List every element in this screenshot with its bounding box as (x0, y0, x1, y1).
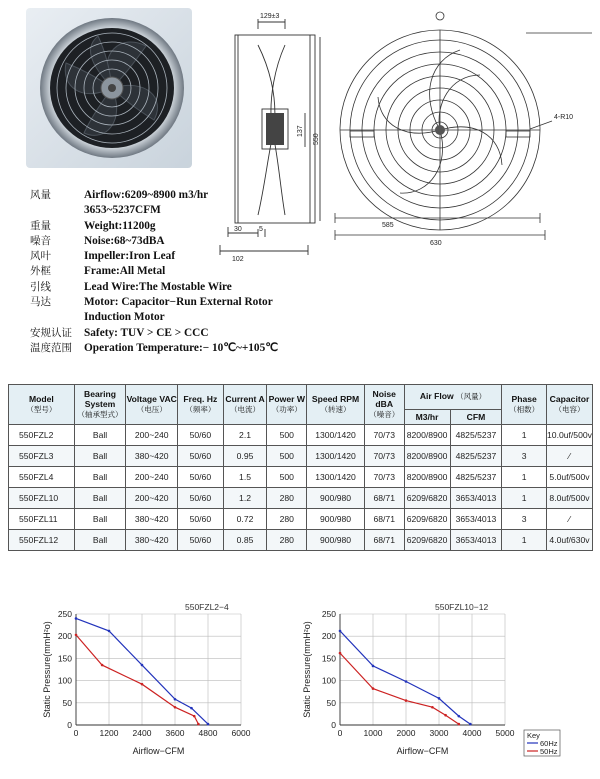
table-cell: 1300/1420 (307, 425, 365, 446)
table-cell: 380~420 (126, 509, 178, 530)
x-tick-label: 0 (337, 728, 343, 738)
table-cell: 10.0uf/500v (547, 425, 593, 446)
spec-safety: 安规认证 Safety: TUV > CE > CCC (30, 326, 209, 339)
x-tick-label: 3000 (429, 728, 449, 738)
table-row (9, 509, 593, 530)
table-cell: 280 (267, 509, 307, 530)
series-point (339, 652, 342, 655)
table-cell: 3653/4013 (450, 530, 502, 551)
table-cell: Ball (74, 509, 126, 530)
table-cell: 50/60 (178, 530, 224, 551)
header-capacitor: Capacitor （电容） (547, 385, 593, 425)
cell-model: 550FZL10 (9, 488, 75, 509)
table-cell: 280 (267, 530, 307, 551)
spec-list (30, 188, 330, 356)
x-tick-label: 0 (73, 728, 79, 738)
table-cell: 0.95 (223, 446, 267, 467)
y-tick-label: 0 (331, 720, 336, 730)
table-cell: 3 (502, 446, 547, 467)
y-axis-label: Static Pressure(mmH²o) (42, 621, 52, 718)
chart-550fzl2-4 (40, 598, 265, 774)
table-cell: ⁄ (547, 509, 593, 530)
table-cell: 500 (267, 425, 307, 446)
table-row (9, 467, 593, 488)
header-model: Model （型号） (9, 385, 75, 425)
spec-temperature: 温度范围 Operation Temperature:− 10℃~+105℃ (30, 341, 278, 354)
series-point (193, 715, 196, 718)
chart-550fzl10-12 (300, 598, 562, 774)
table-cell: 4825/5237 (450, 425, 502, 446)
y-tick-label: 150 (321, 653, 336, 664)
y-tick-label: 200 (57, 631, 72, 642)
table-cell: 2.1 (223, 425, 267, 446)
series-point (405, 699, 408, 702)
product-photo (26, 8, 192, 168)
table-cell: 280 (267, 488, 307, 509)
x-tick-label: 5000 (495, 728, 515, 738)
dim-inner-dia: 137 (297, 125, 304, 137)
table-cell: 1.2 (223, 488, 267, 509)
table-cell: ⁄ (547, 446, 593, 467)
spec-table (8, 384, 593, 551)
series-point (197, 723, 200, 726)
header-freq: Freq. Hz （频率） (178, 385, 224, 425)
x-tick-label: 2000 (396, 728, 416, 738)
table-cell: 380~420 (126, 446, 178, 467)
series-point (405, 680, 408, 683)
table-cell: 4825/5237 (450, 446, 502, 467)
series-point (108, 630, 111, 633)
series-point (207, 723, 210, 726)
header-power: Power W （功率） (267, 385, 307, 425)
cell-model: 550FZL12 (9, 530, 75, 551)
legend-label: 60Hz (540, 739, 558, 748)
table-cell: 200~240 (126, 425, 178, 446)
series-point (141, 664, 144, 667)
header-airflow-m3: M3/hr (404, 410, 450, 425)
series-point (372, 687, 375, 690)
header-phase: Phase （相数） (502, 385, 547, 425)
header-current: Current A （电流） (223, 385, 267, 425)
table-cell: 68/71 (364, 530, 404, 551)
series-point (372, 665, 375, 668)
table-cell: 0.72 (223, 509, 267, 530)
header-bearing: Bearing System （轴承型式） (74, 385, 126, 425)
spec-noise: 噪音 Noise:68~73dBA (30, 234, 165, 247)
table-cell: 1300/1420 (307, 446, 365, 467)
series-point (431, 706, 434, 709)
x-tick-label: 4000 (462, 728, 482, 738)
table-cell: 4825/5237 (450, 467, 502, 488)
y-tick-label: 100 (57, 675, 72, 686)
dim-30: 30 (234, 226, 242, 233)
series-point (438, 697, 441, 700)
spec-motor-type: Induction Motor (84, 311, 165, 324)
series-point (174, 706, 177, 709)
table-cell: 5.0uf/500v (547, 467, 593, 488)
x-tick-label: 3600 (165, 728, 185, 738)
table-cell: Ball (74, 446, 126, 467)
table-cell: 4.0uf/630v (547, 530, 593, 551)
table-cell: 900/980 (307, 488, 365, 509)
table-cell: 50/60 (178, 446, 224, 467)
table-cell: 380~420 (126, 530, 178, 551)
spec-airflow: 风量 Airflow:6209~8900 m3/hr (30, 189, 209, 201)
table-cell: 3 (502, 509, 547, 530)
cell-model: 550FZL11 (9, 509, 75, 530)
spec-lead-wire: 引线 Lead Wire:The Mostable Wire (30, 280, 232, 293)
table-row (9, 530, 593, 551)
table-cell: 3653/4013 (450, 509, 502, 530)
dim-outer-dia: 550 (313, 133, 320, 145)
spec-weight: 重量 Weight:11200g (30, 219, 156, 232)
dim-hole: 4-R10 (554, 114, 574, 121)
table-cell: 70/73 (364, 467, 404, 488)
table-cell: Ball (74, 467, 126, 488)
y-tick-label: 0 (67, 720, 72, 730)
table-cell: 8.0uf/500v (547, 488, 593, 509)
x-tick-label: 2400 (132, 728, 152, 738)
table-cell: 68/71 (364, 488, 404, 509)
table-cell: 68/71 (364, 509, 404, 530)
chart-title: 550FZL10−12 (435, 602, 489, 612)
dim-depth: 129±3 (260, 13, 280, 20)
table-cell: 500 (267, 446, 307, 467)
header-airflow-cfm: CFM (450, 410, 502, 425)
y-tick-label: 50 (62, 697, 72, 708)
table-cell: 8200/8900 (404, 446, 450, 467)
table-cell: 200~240 (126, 467, 178, 488)
table-cell: 900/980 (307, 509, 365, 530)
header-speed: Speed RPM （转速） (307, 385, 365, 425)
y-tick-label: 50 (326, 697, 336, 708)
series-point (190, 707, 193, 710)
table-cell: Ball (74, 488, 126, 509)
table-cell: 1 (502, 530, 547, 551)
x-tick-label: 1200 (99, 728, 119, 738)
series-point (75, 634, 78, 637)
table-cell: 1300/1420 (307, 467, 365, 488)
table-cell: Ball (74, 530, 126, 551)
dim-102: 102 (232, 256, 244, 263)
y-tick-label: 150 (57, 653, 72, 664)
table-cell: 50/60 (178, 425, 224, 446)
table-cell: 1 (502, 467, 547, 488)
cell-model: 550FZL3 (9, 446, 75, 467)
cell-model: 550FZL4 (9, 467, 75, 488)
table-cell: 200~420 (126, 488, 178, 509)
dim-585: 585 (382, 222, 394, 229)
table-cell: Ball (74, 425, 126, 446)
series-line-60hz (340, 631, 470, 724)
spec-impeller: 风叶 Impeller:Iron Leaf (30, 250, 176, 263)
table-cell: 50/60 (178, 488, 224, 509)
table-cell: 8200/8900 (404, 425, 450, 446)
series-point (469, 723, 472, 726)
x-tick-label: 4800 (198, 728, 218, 738)
legend-label: 50Hz (540, 747, 558, 756)
series-point (75, 617, 78, 620)
x-axis-label: Airflow−CFM (132, 746, 185, 756)
spec-motor: 马达 Motor: Capacitor−Run External Rotor (30, 296, 273, 309)
dim-5: 5 (259, 226, 263, 233)
cell-model: 550FZL2 (9, 425, 75, 446)
table-row (9, 488, 593, 509)
series-point (141, 683, 144, 686)
x-tick-label: 1000 (363, 728, 383, 738)
spec-frame: 外框 Frame:All Metal (30, 265, 166, 278)
series-point (339, 630, 342, 633)
x-axis-label: Airflow−CFM (396, 746, 449, 756)
header-noise: Noise dBA （噪音） (364, 385, 404, 425)
spec-airflow-cfm: 3653~5237CFM (84, 204, 161, 217)
table-cell: 1.5 (223, 467, 267, 488)
y-tick-label: 250 (57, 609, 72, 619)
table-cell: 900/980 (307, 530, 365, 551)
series-point (458, 723, 461, 726)
table-cell: 500 (267, 467, 307, 488)
series-line-50hz (76, 635, 198, 724)
header-airflow: Air Flow （风量） (404, 385, 502, 410)
series-point (174, 698, 177, 701)
series-point (101, 664, 104, 667)
front-view-drawing (330, 5, 600, 267)
y-axis-label: Static Pressure(mmH²o) (302, 621, 312, 718)
header-voltage: Voltage VAC （电压） (126, 385, 178, 425)
table-cell: 3653/4013 (450, 488, 502, 509)
table-cell: 6209/6820 (404, 530, 450, 551)
y-tick-label: 200 (321, 631, 336, 642)
table-cell: 6209/6820 (404, 509, 450, 530)
dim-630: 630 (430, 240, 442, 247)
table-row (9, 446, 593, 467)
table-cell: 70/73 (364, 425, 404, 446)
chart-title: 550FZL2−4 (185, 602, 229, 612)
table-cell: 50/60 (178, 467, 224, 488)
x-tick-label: 6000 (231, 728, 251, 738)
table-cell: 50/60 (178, 509, 224, 530)
table-cell: 6209/6820 (404, 488, 450, 509)
legend-title: Key (527, 731, 540, 740)
table-cell: 8200/8900 (404, 467, 450, 488)
y-tick-label: 250 (321, 609, 336, 619)
series-point (444, 714, 447, 717)
y-tick-label: 100 (321, 675, 336, 686)
series-point (458, 715, 461, 718)
fan-photo-icon (26, 8, 192, 168)
table-cell: 1 (502, 425, 547, 446)
table-cell: 1 (502, 488, 547, 509)
table-cell: 70/73 (364, 446, 404, 467)
table-cell: 0.85 (223, 530, 267, 551)
table-row (9, 425, 593, 446)
series-line-50hz (340, 653, 459, 724)
